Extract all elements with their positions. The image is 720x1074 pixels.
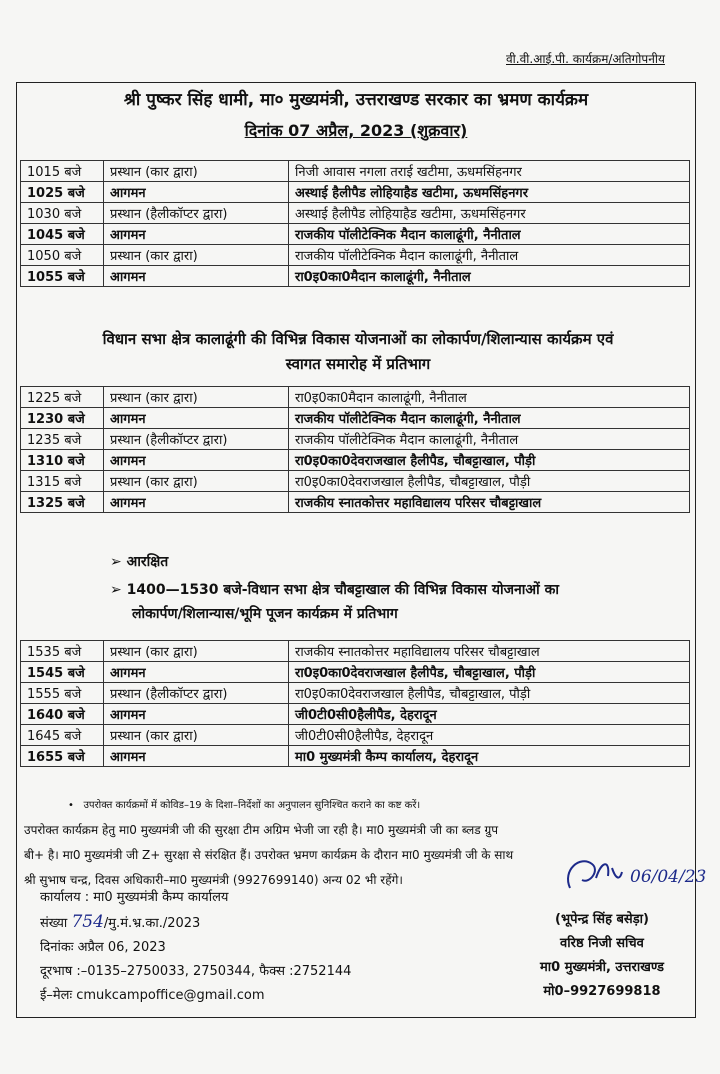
reference-number-handwritten: 754 bbox=[71, 912, 104, 932]
email-line: ई–मेलः cmukcampoffice@gmail.com bbox=[40, 988, 265, 1003]
schedule-time: 1045 बजे bbox=[21, 224, 104, 245]
signatory-name: (भूपेन्द्र सिंह बसेड़ा) bbox=[555, 912, 649, 927]
security-paragraph-line1: उपरोक्त कार्यक्रम हेतु मा0 मुख्यमंत्री जी की सुरक्षा टीम अग्रिम भेजी जा रही है। मा0 मुख्यमंत्री जी का ब्लड ग्रुप bbox=[24, 823, 499, 837]
schedule-action: प्रस्थान (कार द्वारा) bbox=[104, 641, 289, 662]
schedule-row bbox=[21, 471, 690, 492]
schedule-time: 1025 बजे bbox=[21, 182, 104, 203]
schedule-place: निजी आवास नगला तराई खटीमा, ऊधमसिंहनगर bbox=[289, 161, 690, 182]
schedule-action: प्रस्थान (हैलीकॉप्टर द्वारा) bbox=[104, 429, 289, 450]
bullet-reserved-text: आरक्षित bbox=[126, 554, 169, 570]
schedule-time: 1235 बजे bbox=[21, 429, 104, 450]
schedule-table-3 bbox=[20, 640, 690, 767]
signatory-title: वरिष्ठ निजी सचिव bbox=[560, 936, 644, 951]
schedule-place: राजकीय पॉलीटेक्निक मैदान कालाढूंगी, नैनीताल bbox=[289, 245, 690, 266]
phone-line: दूरभाष :–0135–2750033, 2750344, फैक्स :2752144 bbox=[40, 964, 352, 979]
schedule-time: 1325 बजे bbox=[21, 492, 104, 513]
schedule-place: राजकीय पॉलीटेक्निक मैदान कालाढूंगी, नैनीताल bbox=[289, 224, 690, 245]
schedule-time: 1225 बजे bbox=[21, 387, 104, 408]
schedule-action: आगमन bbox=[104, 704, 289, 725]
issuing-office-block bbox=[40, 886, 351, 1008]
schedule-row bbox=[21, 203, 690, 224]
section-kaladhungi-line2: स्वागत समारोह में प्रतिभाग bbox=[285, 355, 431, 373]
schedule-place: राजकीय स्नातकोत्तर महाविद्यालय परिसर चौबट्टाखाल bbox=[289, 492, 690, 513]
schedule-time: 1645 बजे bbox=[21, 725, 104, 746]
signatory-block bbox=[540, 908, 664, 1004]
schedule-row bbox=[21, 662, 690, 683]
schedule-action: आगमन bbox=[104, 408, 289, 429]
schedule-row bbox=[21, 683, 690, 704]
schedule-action: आगमन bbox=[104, 266, 289, 287]
schedule-place: जी0टी0सी0हैलीपैड, देहरादून bbox=[289, 704, 690, 725]
arrow-icon: ➢ bbox=[110, 582, 127, 598]
schedule-place: रा0इ0का0देवराजखाल हैलीपैड, चौबट्टाखाल, पौड़ी bbox=[289, 471, 690, 492]
programme-date-text: दिनांक 07 अप्रैल, 2023 (शुक्रवार) bbox=[244, 121, 468, 140]
covid-note-text: उपरोक्त कार्यक्रमों में कोविड–19 के दिशा–निर्देशों का अनुपालन सुनिश्चित कराने का कष्ट करें। bbox=[83, 800, 421, 811]
schedule-place: मा0 मुख्यमंत्री कैम्प कार्यालय, देहरादून bbox=[289, 746, 690, 767]
schedule-place: रा0इ0का0देवराजखाल हैलीपैड, चौबट्टाखाल, पौड़ी bbox=[289, 683, 690, 704]
schedule-place: रा0इ0का0देवराजखाल हैलीपैड, चौबट्टाखाल, पौड़ी bbox=[289, 450, 690, 471]
schedule-place: राजकीय पॉलीटेक्निक मैदान कालाढूंगी, नैनीताल bbox=[289, 429, 690, 450]
schedule-time: 1545 बजे bbox=[21, 662, 104, 683]
classification-label: वी.वी.आई.पी. कार्यक्रम/अतिगोपनीय bbox=[506, 52, 665, 66]
reference-number-suffix: /मु.मं.भ्र.का./2023 bbox=[103, 916, 201, 931]
schedule-time: 1315 बजे bbox=[21, 471, 104, 492]
bullet-reserved bbox=[110, 552, 168, 571]
schedule-table-1 bbox=[20, 160, 690, 287]
bullet-chaubattakhal-line1: 1400—1530 बजे-विधान सभा क्षेत्र चौबट्टाखाल की विभिन्न विकास योजनाओं का bbox=[126, 582, 559, 598]
schedule-action: प्रस्थान (हैलीकॉप्टर द्वारा) bbox=[104, 683, 289, 704]
schedule-row bbox=[21, 429, 690, 450]
schedule-row bbox=[21, 182, 690, 203]
schedule-row bbox=[21, 450, 690, 471]
schedule-place: अस्थाई हैलीपैड लोहियाहैड खटीमा, ऊधमसिंहनगर bbox=[289, 182, 690, 203]
reference-number-label: संख्या bbox=[40, 916, 68, 931]
issue-date: दिनांकः अप्रैल 06, 2023 bbox=[40, 940, 166, 955]
schedule-action: प्रस्थान (कार द्वारा) bbox=[104, 245, 289, 266]
schedule-action: प्रस्थान (कार द्वारा) bbox=[104, 725, 289, 746]
schedule-time: 1535 बजे bbox=[21, 641, 104, 662]
schedule-place: रा0इ0का0देवराजखाल हैलीपैड, चौबट्टाखाल, पौड़ी bbox=[289, 662, 690, 683]
schedule-time: 1310 बजे bbox=[21, 450, 104, 471]
bullet-chaubattakhal bbox=[110, 578, 559, 626]
schedule-action: आगमन bbox=[104, 492, 289, 513]
schedule-row bbox=[21, 641, 690, 662]
document-title: श्री पुष्कर सिंह धामी, मा० मुख्यमंत्री, उत्तराखण्ड सरकार का भ्रमण कार्यक्रम bbox=[123, 90, 589, 110]
security-paragraph-line2: बी+ है। मा0 मुख्यमंत्री जी Z+ सुरक्षा से संरक्षित हैं। उपरोक्त भ्रमण कार्यक्रम के दौरान मा0 मुख्यमंत्री जी के साथ bbox=[24, 848, 514, 862]
schedule-row bbox=[21, 725, 690, 746]
schedule-row bbox=[21, 492, 690, 513]
schedule-action: आगमन bbox=[104, 662, 289, 683]
schedule-place: अस्थाई हैलीपैड लोहियाहैड खटीमा, ऊधमसिंहनगर bbox=[289, 203, 690, 224]
schedule-action: प्रस्थान (हैलीकॉप्टर द्वारा) bbox=[104, 203, 289, 224]
signatory-office: मा0 मुख्यमंत्री, उत्तराखण्ड bbox=[540, 960, 664, 975]
schedule-row bbox=[21, 704, 690, 725]
signature-date: 06/04/23 bbox=[630, 867, 707, 887]
schedule-action: आगमन bbox=[104, 182, 289, 203]
schedule-row bbox=[21, 266, 690, 287]
arrow-icon: ➢ bbox=[110, 554, 127, 570]
schedule-place: राजकीय पॉलीटेक्निक मैदान कालाढूंगी, नैनीताल bbox=[289, 408, 690, 429]
schedule-time: 1015 बजे bbox=[21, 161, 104, 182]
schedule-place: राजकीय स्नातकोत्तर महाविद्यालय परिसर चौबट्टाखाल bbox=[289, 641, 690, 662]
signatory-mobile: मो0–9927699818 bbox=[543, 984, 661, 999]
schedule-time: 1050 बजे bbox=[21, 245, 104, 266]
schedule-time: 1555 बजे bbox=[21, 683, 104, 704]
schedule-row bbox=[21, 224, 690, 245]
security-paragraph-line3: श्री सुभाष चन्द्र, दिवस अधिकारी–मा0 मुख्यमंत्री (9927699140) अन्य 02 भी रहेंगे। bbox=[24, 873, 403, 887]
bullet-dot-icon: • bbox=[68, 800, 84, 811]
bullet-chaubattakhal-line2: लोकार्पण/शिलान्यास/भूमि पूजन कार्यक्रम में प्रतिभाग bbox=[132, 606, 398, 622]
section-kaladhungi bbox=[26, 327, 690, 377]
signature-image bbox=[560, 850, 710, 900]
schedule-place: रा0इ0का0मैदान कालाढूंगी, नैनीताल bbox=[289, 387, 690, 408]
schedule-row bbox=[21, 746, 690, 767]
schedule-row bbox=[21, 245, 690, 266]
office-line: कार्यालय : मा0 मुख्यमंत्री कैम्प कार्यालय bbox=[40, 890, 229, 905]
schedule-time: 1030 बजे bbox=[21, 203, 104, 224]
schedule-action: आगमन bbox=[104, 746, 289, 767]
schedule-row bbox=[21, 408, 690, 429]
schedule-place: रा0इ0का0मैदान कालाढूंगी, नैनीताल bbox=[289, 266, 690, 287]
schedule-row bbox=[21, 161, 690, 182]
reference-number bbox=[40, 910, 351, 936]
schedule-time: 1055 बजे bbox=[21, 266, 104, 287]
schedule-time: 1230 बजे bbox=[21, 408, 104, 429]
schedule-action: प्रस्थान (कार द्वारा) bbox=[104, 471, 289, 492]
schedule-action: आगमन bbox=[104, 224, 289, 245]
schedule-row bbox=[21, 387, 690, 408]
schedule-action: प्रस्थान (कार द्वारा) bbox=[104, 161, 289, 182]
schedule-place: जी0टी0सी0हैलीपैड, देहरादून bbox=[289, 725, 690, 746]
schedule-action: आगमन bbox=[104, 450, 289, 471]
schedule-action: प्रस्थान (कार द्वारा) bbox=[104, 387, 289, 408]
programme-date bbox=[16, 119, 696, 141]
covid-note bbox=[68, 797, 420, 811]
schedule-time: 1640 बजे bbox=[21, 704, 104, 725]
section-kaladhungi-line1: विधान सभा क्षेत्र कालाढूंगी की विभिन्न विकास योजनाओं का लोकार्पण/शिलान्यास कार्यक्रम एवं bbox=[102, 330, 614, 348]
schedule-table-2 bbox=[20, 386, 690, 513]
schedule-time: 1655 बजे bbox=[21, 746, 104, 767]
